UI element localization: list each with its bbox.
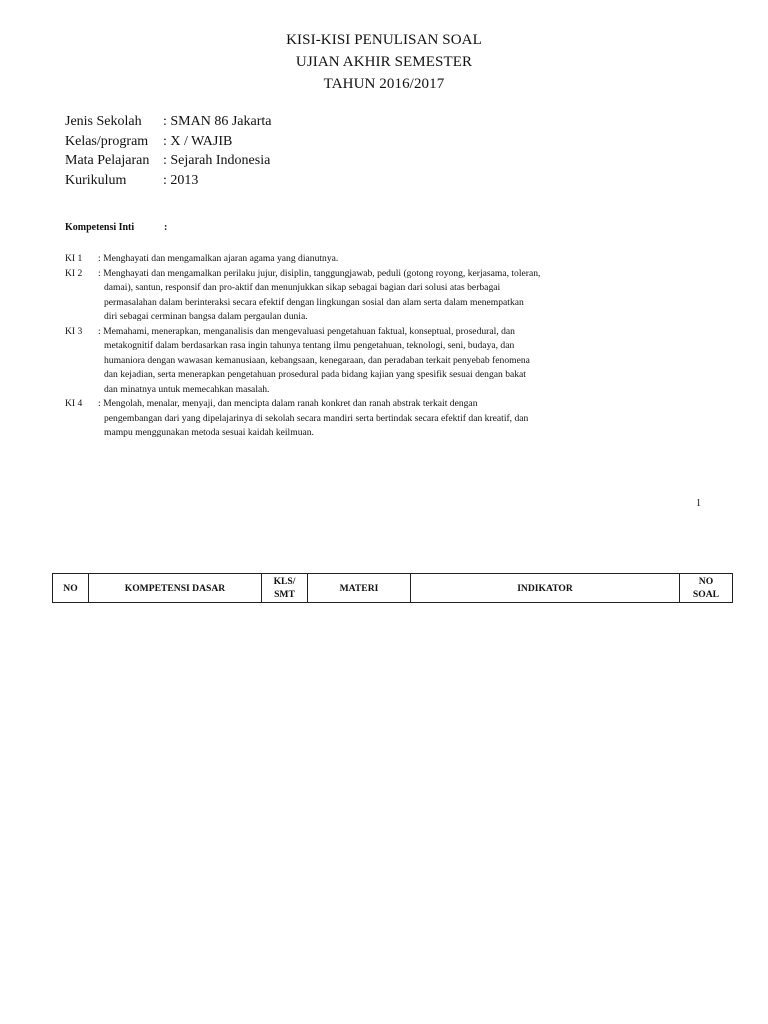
ki-1-item: [65, 252, 608, 267]
col-header-no-soal-line2: SOAL: [692, 589, 720, 600]
ki-2-line: permasalahan dalam berinteraksi secara efektif dengan lingkungan sosial dan alam serta dalam menempatkan: [104, 296, 524, 308]
ki-1-code: KI 1: [65, 253, 83, 264]
ki-3-code: KI 3: [65, 325, 83, 337]
curriculum-value: : 2013: [163, 172, 199, 188]
school-type-label: Jenis Sekolah: [65, 114, 142, 129]
competency-grid-table: [52, 573, 733, 603]
col-header-materi: [308, 574, 411, 603]
ki-3-line: dan kejadian, serta menerapkan pengetahuan prosedural pada bidang kajian yang spesifik sesuai dengan bakat: [104, 369, 526, 380]
col-header-no: [53, 574, 89, 603]
ki-4-line: pengembangan dari yang dipelajarinya di sekolah secara mandiri serta bertindak secara efektif dan kreatif, dan: [104, 412, 529, 424]
ki-3-text: [98, 325, 608, 398]
class-program-value: : X / WAJIB: [163, 133, 233, 149]
school-info-block: [65, 112, 272, 190]
ki-3-line: dan minatnya untuk memecahkan masalah.: [104, 383, 270, 395]
ki-1-text: [98, 252, 608, 267]
document-title-line-2: UJIAN AKHIR SEMESTER: [295, 54, 473, 70]
col-header-kompetensi-dasar: [89, 574, 262, 603]
col-header-kls-smt-line2: SMT: [274, 589, 295, 600]
ki-3-line: metakognitif dalam berdasarkan rasa ingin tahunya tentang ilmu pengetahuan, teknologi, seni, budaya, dan: [104, 340, 515, 351]
core-competency-heading-colon: :: [164, 222, 168, 233]
ki-3-item: [65, 325, 608, 398]
school-type-value: : SMAN 86 Jakarta: [163, 114, 272, 129]
col-header-no-soal: [680, 574, 733, 603]
ki-3-line: humaniora dengan wawasan kemanusiaan, kebangsaan, kenegaraan, dan peradaban terkait penyebab fenomena: [104, 354, 530, 366]
ki-4-line: mampu menggunakan metoda sesuai kaidah keilmuan.: [104, 427, 314, 438]
ki-2-line: damai), santun, responsif dan pro-aktif dan menunjukkan sikap sebagai bagian dari solusi atas berbagai: [104, 282, 501, 293]
ki-4-code: KI 4: [65, 398, 83, 409]
col-header-no-soal-line1: NO: [698, 576, 714, 587]
col-header-kompetensi-dasar-line1: KOMPETENSI DASAR: [124, 582, 226, 594]
ki-4-line: : Mengolah, menalar, menyaji, dan mencipta dalam ranah konkret dan ranah abstrak terkait dengan: [98, 398, 478, 409]
col-header-kls-smt: [262, 574, 308, 603]
ki-1-line: : Menghayati dan mengamalkan ajaran agama yang dianutnya.: [98, 253, 339, 264]
document-title-line-1: KISI-KISI PENULISAN SOAL: [286, 32, 482, 48]
subject-row: [65, 151, 272, 171]
core-competency-heading: [65, 222, 168, 233]
subject-label: Mata Pelajaran: [65, 153, 150, 169]
ki-4-text: [98, 397, 608, 441]
curriculum-label: Kurikulum: [65, 172, 127, 188]
document-title-line-3: TAHUN 2016/2017: [323, 76, 445, 92]
page-number: 1: [696, 498, 701, 509]
class-program-row: [65, 132, 272, 152]
curriculum-row: [65, 171, 272, 191]
ki-2-code: KI 2: [65, 267, 83, 279]
ki-2-item: [65, 267, 608, 325]
col-header-no-line1: NO: [63, 582, 78, 594]
col-header-indikator-line1: INDIKATOR: [517, 582, 573, 594]
class-program-label: Kelas/program: [65, 133, 149, 149]
ki-2-text: [98, 267, 608, 325]
ki-4-item: [65, 397, 608, 441]
table-header-row: [53, 574, 733, 603]
ki-2-line: diri sebagai cerminan bangsa dalam pergaulan dunia.: [104, 311, 308, 322]
ki-3-line: : Memahami, menerapkan, menganalisis dan mengevaluasi pengetahuan faktual, konseptual, prosedural, dan: [98, 325, 515, 337]
col-header-indikator: [411, 574, 680, 603]
subject-value: : Sejarah Indonesia: [163, 153, 271, 169]
school-type-row: [65, 112, 272, 132]
col-header-kls-smt-line1: KLS/: [273, 576, 296, 587]
core-competency-heading-label: Kompetensi Inti: [65, 222, 135, 233]
col-header-materi-line1: MATERI: [339, 582, 379, 594]
ki-2-line: : Menghayati dan mengamalkan perilaku jujur, disiplin, tanggungjawab, peduli (gotong royong, kerjasama, toleran,: [98, 267, 541, 279]
core-competency-list: [65, 252, 608, 441]
